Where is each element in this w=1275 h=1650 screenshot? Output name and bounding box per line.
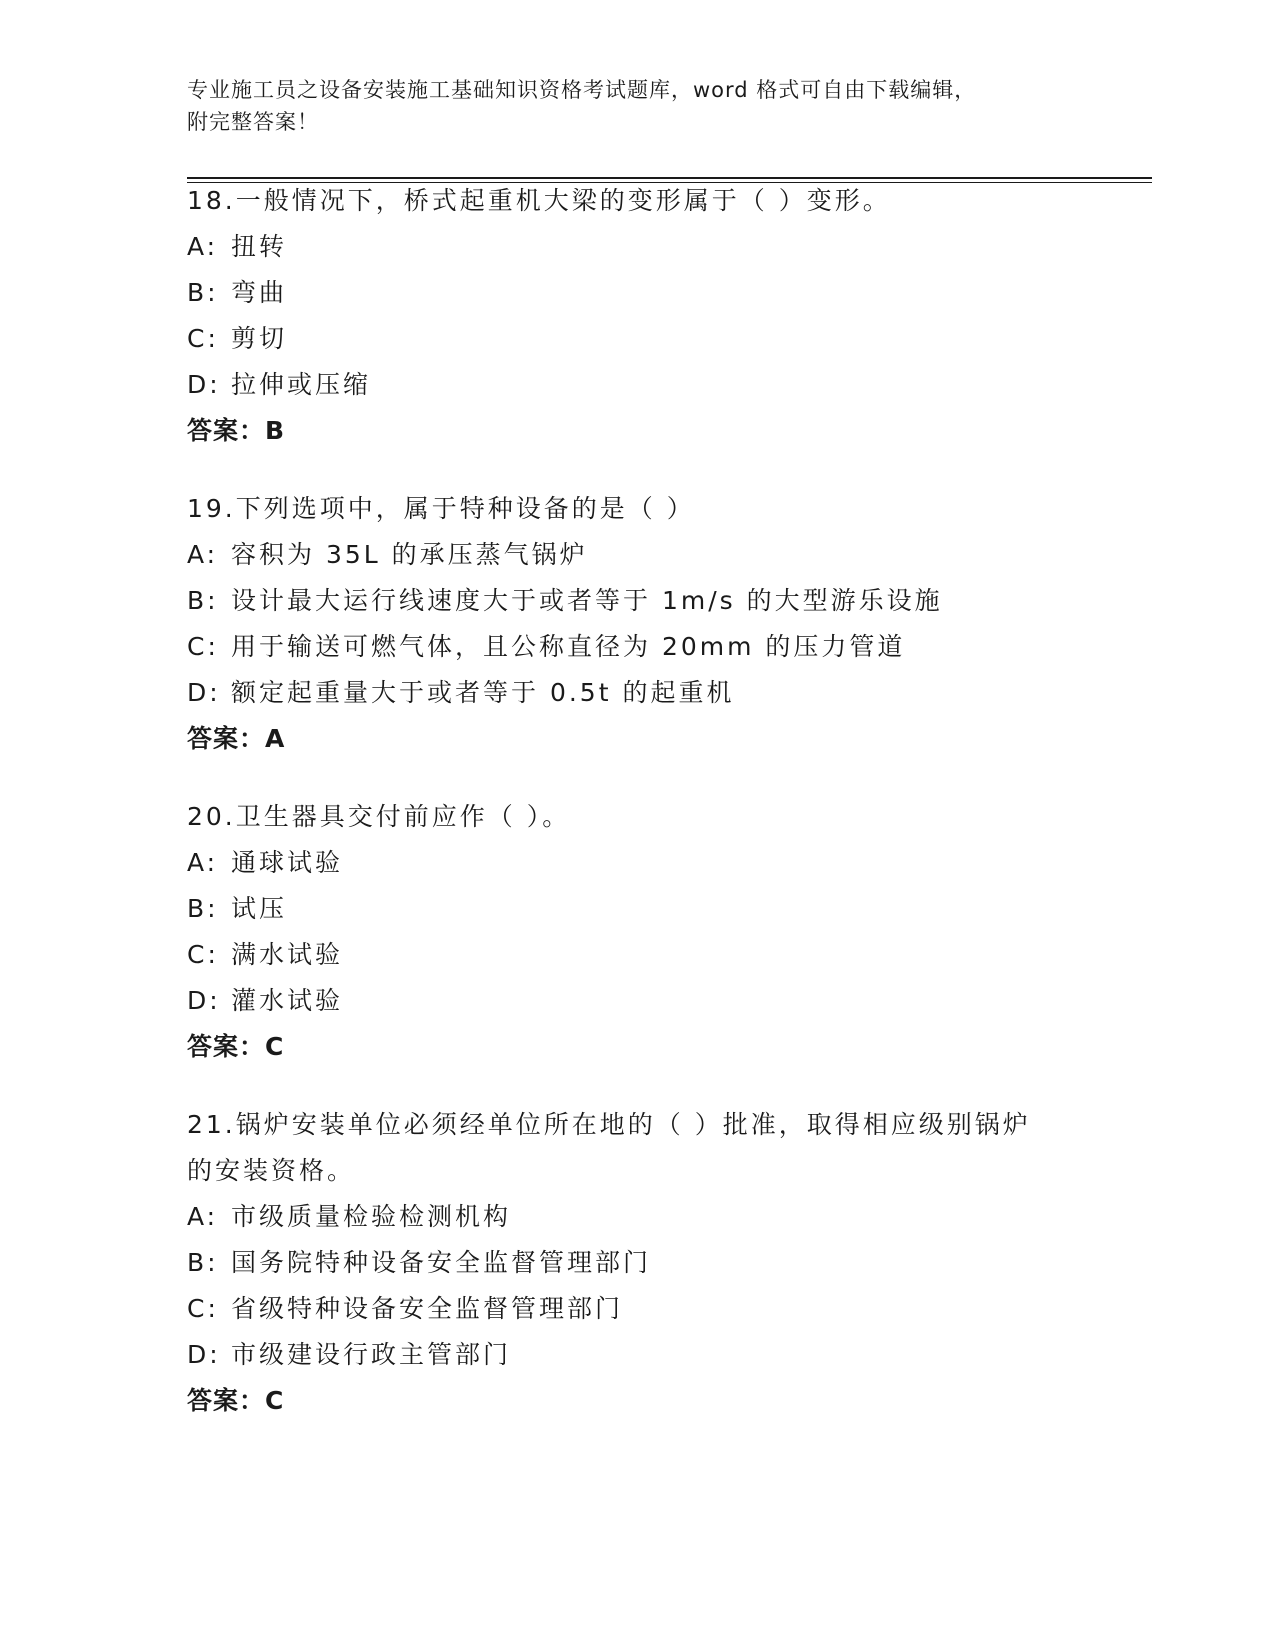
option-a xyxy=(187,840,1137,886)
option-text: 通球试验 xyxy=(231,848,344,877)
option-text: 国务院特种设备安全监督管理部门 xyxy=(231,1248,652,1277)
option-b xyxy=(187,886,1137,932)
option-letter: B: xyxy=(187,894,219,923)
option-text: 额定起重量大于或者等于 0.5t 的起重机 xyxy=(231,678,735,707)
option-letter: C: xyxy=(187,940,219,969)
option-b xyxy=(187,1240,1137,1286)
option-letter: C: xyxy=(187,632,219,661)
question-stem: 20.卫生器具交付前应作（ ）。 xyxy=(187,802,571,831)
option-d xyxy=(187,978,1137,1024)
option-d xyxy=(187,362,1137,408)
question-stem-line-1: 21.锅炉安装单位必须经单位所在地的（ ）批准，取得相应级别锅炉 xyxy=(187,1110,1031,1139)
option-a xyxy=(187,532,1137,578)
option-letter: D: xyxy=(187,370,221,399)
option-text: 设计最大运行线速度大于或者等于 1m/s 的大型游乐设施 xyxy=(231,586,943,615)
question-stem-line-2: 的安装资格。 xyxy=(187,1156,356,1185)
question-21 xyxy=(187,1102,1137,1424)
option-letter: C: xyxy=(187,1294,219,1323)
question-19 xyxy=(187,486,1137,762)
document-header xyxy=(187,74,1087,138)
question-stem: 18.一般情况下，桥式起重机大梁的变形属于（ ）变形。 xyxy=(187,186,891,215)
answer-line: 答案：B xyxy=(187,416,286,445)
option-d xyxy=(187,1332,1137,1378)
header-line-1: 专业施工员之设备安装施工基础知识资格考试题库，word 格式可自由下载编辑， xyxy=(187,78,977,102)
option-letter: A: xyxy=(187,848,219,877)
option-text: 省级特种设备安全监督管理部门 xyxy=(231,1294,624,1323)
question-20 xyxy=(187,794,1137,1070)
answer-line: 答案：C xyxy=(187,1386,285,1415)
option-letter: A: xyxy=(187,1202,219,1231)
option-c xyxy=(187,932,1137,978)
option-text: 用于输送可燃气体，且公称直径为 20mm 的压力管道 xyxy=(231,632,906,661)
option-d xyxy=(187,670,1137,716)
option-letter: B: xyxy=(187,586,219,615)
option-text: 市级质量检验检测机构 xyxy=(231,1202,512,1231)
option-b xyxy=(187,578,1137,624)
option-letter: D: xyxy=(187,986,221,1015)
option-text: 灌水试验 xyxy=(231,986,344,1015)
option-letter: C: xyxy=(187,324,219,353)
option-letter: D: xyxy=(187,1340,221,1369)
option-text: 扭转 xyxy=(231,232,288,261)
option-c xyxy=(187,624,1137,670)
header-line-2: 附完整答案！ xyxy=(187,110,319,134)
option-c xyxy=(187,1286,1137,1332)
question-stem: 19.下列选项中，属于特种设备的是（ ） xyxy=(187,494,695,523)
option-a xyxy=(187,1194,1137,1240)
option-a xyxy=(187,224,1137,270)
option-text: 市级建设行政主管部门 xyxy=(231,1340,512,1369)
option-text: 弯曲 xyxy=(231,278,288,307)
option-text: 满水试验 xyxy=(231,940,344,969)
option-letter: A: xyxy=(187,232,219,261)
option-letter: B: xyxy=(187,278,219,307)
option-letter: A: xyxy=(187,540,219,569)
question-18 xyxy=(187,178,1137,454)
option-letter: B: xyxy=(187,1248,219,1277)
option-letter: D: xyxy=(187,678,221,707)
option-b xyxy=(187,270,1137,316)
option-text: 试压 xyxy=(231,894,288,923)
answer-line: 答案：C xyxy=(187,1032,285,1061)
option-text: 剪切 xyxy=(231,324,288,353)
option-text: 拉伸或压缩 xyxy=(231,370,372,399)
option-c xyxy=(187,316,1137,362)
option-text: 容积为 35L 的承压蒸气锅炉 xyxy=(231,540,588,569)
answer-line: 答案：A xyxy=(187,724,286,753)
